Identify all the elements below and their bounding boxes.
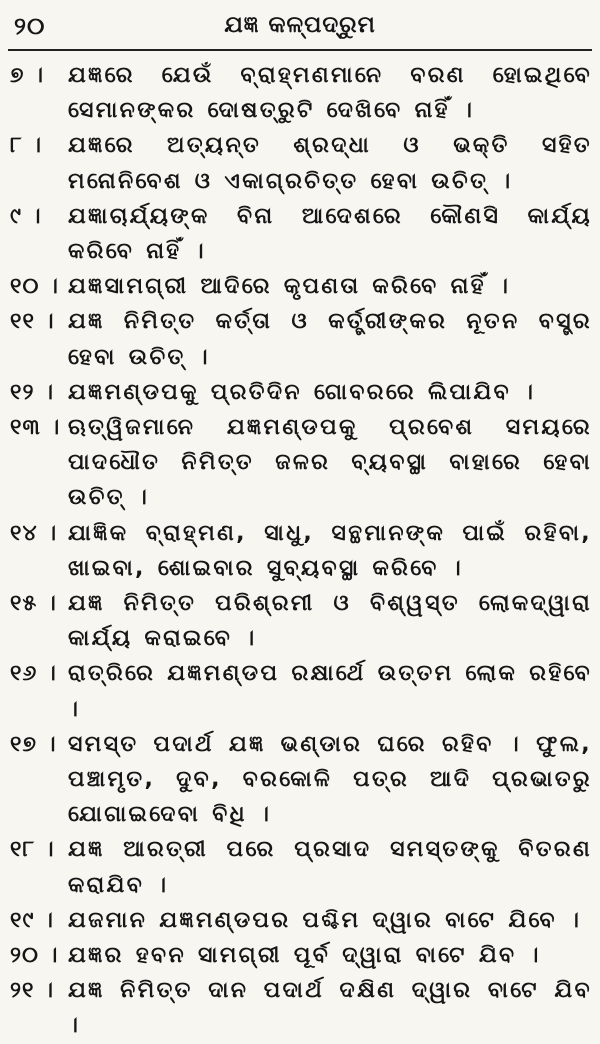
page-number: ୨୦ (14, 12, 46, 40)
list-item (10, 903, 592, 938)
item-number: ୧୦ । (10, 274, 59, 300)
item-text: ଯଜ୍ଞ ନିମିତ୍ତ ଦାନ ପଦାର୍ଥ ଦକ୍ଷିଣ ଦ୍ୱାର ବାଟେ ଯିବ । (68, 978, 592, 1039)
list-item (10, 832, 592, 902)
item-number: ୨୧ । (10, 978, 54, 1004)
list-item (10, 586, 592, 656)
item-text: ଯଜ୍ଞରେ ଅତ୍ୟନ୍ତ ଶ୍ରଦ୍ଧା ଓ ଭକ୍ତି ସହିତ ମନୋନିବେଶ ଓ ଏକାଗ୍ରଚିତ୍ତ ହେବା ଉଚିତ୍ । (68, 133, 592, 194)
list-item (10, 304, 592, 374)
item-number: ୨୦ । (10, 943, 59, 969)
item-text: ଯଜ୍ଞସାମଗ୍ରୀ ଆଦିରେ କୃପଣତା କରିବେ ନାହିଁ । (68, 274, 511, 300)
item-text: ଯଜ୍ଞରେ ଯେଉଁ ବ୍ରାହ୍ମଣମାନେ ବରଣ ହୋଇଥିବେ ସେମାନଙ୍କର ଦୋଷତ୍ରୁଟି ଦେଖିବେ ନାହିଁ । (68, 63, 592, 124)
list-item (10, 938, 592, 973)
list-item (10, 973, 592, 1043)
item-text: ଯଜ୍ଞ ନିମିତ୍ତ କର୍ତ୍ତା ଓ କର୍ତ୍ତ୍ରୀଙ୍କର ନୂତନ ବସ୍ତ୍ର ହେବା ଉଚିତ୍ । (68, 309, 592, 370)
item-number: ୧୮ । (10, 837, 55, 863)
running-title: ଯଜ୍ଞ କଳ୍ପଦ୍ରୁମ (224, 12, 376, 38)
list-item (10, 410, 592, 516)
item-text: ସମସ୍ତ ପଦାର୍ଥ ଯଜ୍ଞ ଭଣ୍ଡାର ଘରେ ରହିବ । ଫୁଲ, ପଞ୍ଚାମୃତ, ଦୁବ, ବରକୋଳି ପତ୍ର ଆଦି ପ୍ରଭାତରୁ ଯୋଗାଇଦେବା ବିଧି । (68, 731, 592, 828)
list-item (10, 58, 592, 128)
list-item (10, 727, 592, 833)
item-text: ଯଜମାନ ଯଜ୍ଞମଣ୍ଡପର ପଶ୍ଚିମ ଦ୍ୱାର ବାଟେ ଯିବେ । (68, 907, 582, 933)
item-number: ୧୧ । (10, 309, 55, 335)
rules-list (10, 58, 592, 1044)
item-number: ୧୯ । (10, 907, 54, 933)
list-item (10, 269, 592, 304)
list-item (10, 128, 592, 198)
list-item (10, 199, 592, 269)
item-text: ଯଜ୍ଞମଣ୍ଡପକୁ ପ୍ରତିଦିନ ଗୋବରରେ ଲିପାଯିବ । (68, 379, 536, 405)
header-rule (8, 49, 592, 51)
item-text: ଯାଜ୍ଞିକ ବ୍ରାହ୍ମଣ, ସାଧୁ, ସନ୍ଥମାନଙ୍କ ପାଇଁ ରହିବା, ଖାଇବା, ଶୋଇବାର ସୁବ୍ୟବସ୍ଥା କରିବେ । (68, 520, 592, 581)
item-number: ୧୬ । (10, 661, 57, 687)
page-header (0, 6, 600, 50)
item-text: ଯଜ୍ଞ ଆରତ୍ରୀ ପରେ ପ୍ରସାଦ ସମସ୍ତଙ୍କୁ ବିତରଣ କରାଯିବ । (68, 837, 592, 898)
item-text: ଯଜ୍ଞ ନିମିତ୍ତ ପରିଶ୍ରମୀ ଓ ବିଶ୍ୱସ୍ତ ଲୋକଦ୍ୱାରା କାର୍ଯ୍ୟ କରାଇବେ । (68, 591, 592, 652)
item-number: ୧୩ । (10, 415, 61, 441)
item-number: ୯ । (10, 203, 42, 229)
item-text: ଯଜ୍ଞାଚାର୍ଯ୍ୟଙ୍କ ବିନା ଆଦେଶରେ କୌଣସି କାର୍ଯ୍ୟ କରିବେ ନାହିଁ । (68, 203, 592, 265)
item-text: ଯଜ୍ଞର ହବନ ସାମଗ୍ରୀ ପୂର୍ବ ଦ୍ୱାରା ବାଟେ ଯିବ । (68, 943, 541, 969)
list-item (10, 656, 592, 726)
item-number: ୧୫ । (10, 591, 57, 617)
item-number: ୮ । (10, 133, 43, 159)
item-number: ୧୭ । (10, 731, 57, 757)
item-text: ଋତ୍ୱିଜମାନେ ଯଜ୍ଞମଣ୍ଡପକୁ ପ୍ରବେଶ ସମୟରେ ପାଦଧୌତ ନିମିତ୍ତ ଜଳର ବ୍ୟବସ୍ଥା ବାହାରେ ହେବା ଉଚିତ୍ । (68, 415, 592, 511)
list-item (10, 516, 592, 586)
item-text: ରାତ୍ରିରେ ଯଜ୍ଞମଣ୍ଡପ ରକ୍ଷାର୍ଥେ ଉତ୍ତମ ଲୋକ ରହିବେ । (68, 661, 592, 722)
item-number: ୧୨ । (10, 379, 54, 405)
item-number: ୧୪ । (10, 520, 58, 546)
list-item (10, 375, 592, 410)
item-number: ୭ । (10, 63, 45, 88)
